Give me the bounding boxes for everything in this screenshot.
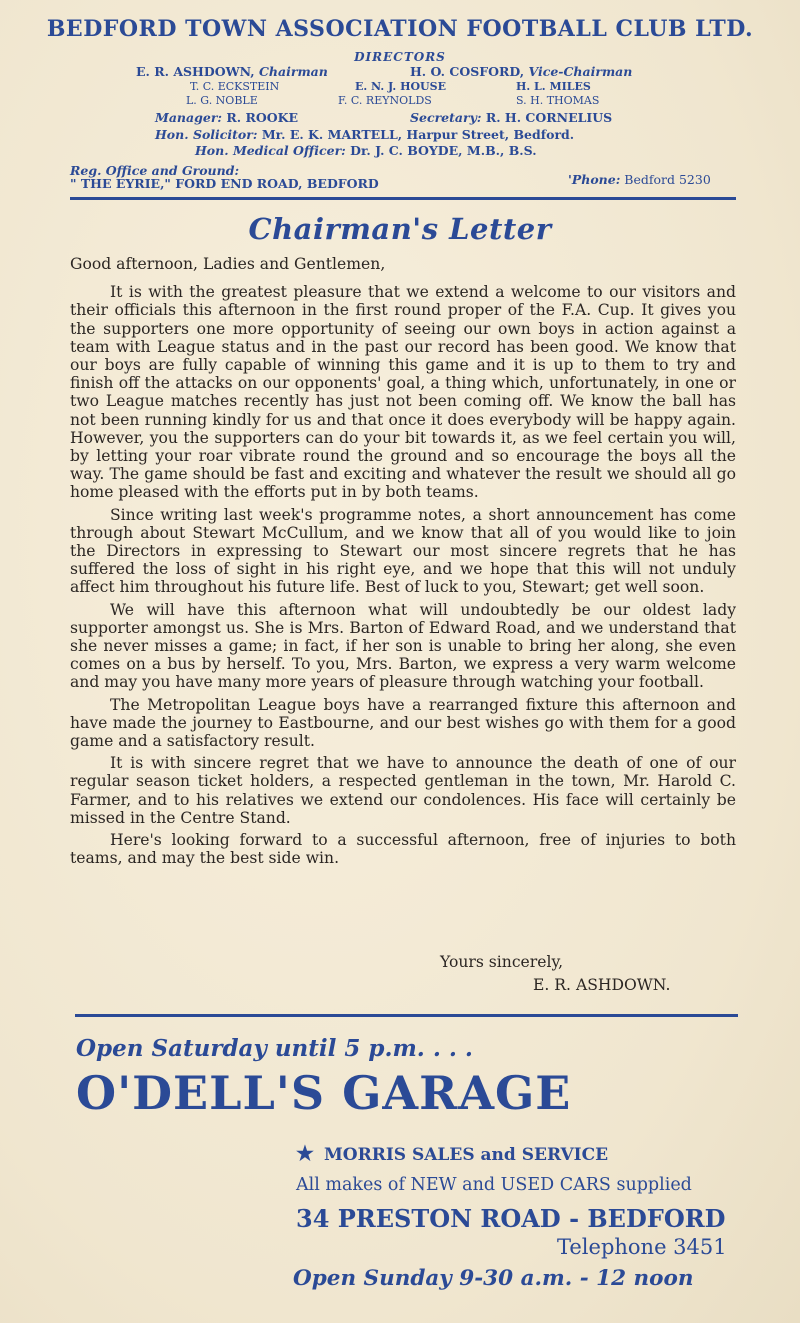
letter-body [70,255,736,872]
vice-chairman-line [410,64,632,79]
letter-paragraph: The Metropolitan League boys have a rearranged fixture this afternoon and have made the journey to Eastbourne, and our best wishes go with them for a good game and a satisfactory result. [70,695,736,751]
advert-line2: All makes of NEW and USED CARS supplied [296,1175,692,1195]
vice-chairman-name: H. O. COSFORD, [410,64,525,79]
advert-line1: MORRIS SALES and SERVICE [323,1145,609,1165]
office-address: " THE EYRIE," FORD END ROAD, BEDFORD [70,176,379,191]
advert-divider [75,1014,738,1017]
medical-officer-name: Dr. J. C. BOYDE, M.B., B.S. [350,143,537,158]
solicitor-name: Mr. E. K. MARTELL, Harpur Street, Bedford. [261,127,575,142]
letter-paragraph: We will have this afternoon what will undoubtedly be our oldest lady supporter amongst us. She is Mrs. Barton of Edward Road, and we understand that she never misses a game; in fact, if her son is unable to bring her along, she even comes on a bus by herself. To you, Mrs. Barton, we express a very warm welcome and may you have many more years of pleasure through watching your football. [70,600,736,692]
medical-officer-line [195,143,537,158]
solicitor-line [155,127,574,142]
phone-label: 'Phone: [568,172,621,187]
chairman-role: Chairman [258,64,328,79]
phone-number: Bedford 5230 [624,172,711,187]
manager-label: Manager: [155,110,223,125]
letter-greeting: Good afternoon, Ladies and Gentlemen, [70,255,386,273]
letter-paragraph: It is with sincere regret that we have to announce the death of one of our regular season ticket holders, a respected gentleman in the town, Mr. Harold C. Farmer, and to his relatives we extend our condolences. His face will certainly be missed in the Centre Stand. [70,754,736,827]
vice-chairman-role: Vice-Chairman [528,64,633,79]
phone-line [568,172,711,187]
letter-paragraph: It is with the greatest pleasure that we extend a welcome to our visitors and their officials this afternoon in the first round proper of the F.A. Cup. It gives you the supporters one more opportunity of seeing our own boys in action against a team with League status and in the past our record has been good. We know that our boys are fully capable of winning this game and it is up to them to try and finish off the attacks on our opponents' goal, a thing which, unfortunately, in one or two League matches recently has just not been coming off. We know the ball has not been running kindly for us and that once it does everybody will be happy again. However, you the supporters can do your bit towards it, as we feel certain you will, by letting your roar vibrate round the ground and so encourage the boys all the way. The game should be fast and exciting and whatever the result we should all go home pleased with the efforts put in by both teams. [70,283,736,502]
letter-title: Chairman's Letter [248,212,552,246]
director-name: H. L. MILES [516,80,591,93]
advert-address: 34 PRESTON ROAD - BEDFORD [296,1204,726,1233]
secretary-label: Secretary: [410,110,482,125]
letter-paragraph: Here's looking forward to a successful afternoon, free of injuries to both teams, and may the best side win. [70,831,736,868]
office-label: Reg. Office and Ground: [70,163,240,178]
advert-open-saturday: Open Saturday until 5 p.m. . . . [76,1035,473,1062]
advert-telephone: Telephone 3451 [557,1235,727,1259]
director-name: F. C. REYNOLDS [338,94,432,107]
advert-open-sunday: Open Sunday 9-30 a.m. - 12 noon [293,1266,694,1291]
secretary-name: R. H. CORNELIUS [485,110,613,125]
director-name: E. N. J. HOUSE [355,80,446,93]
letter-paragraph: Since writing last week's programme notes, a short announcement has come through about Stewart McCullum, and we know that all of you would like to join the Directors in expressing to Stewart our most sincere regrets that he has suffered the loss of sight in his right eye, and we hope that this will not unduly affect him throughout his future life. Best of luck to you, Stewart; get well soon. [70,505,736,597]
advert-morris-line [296,1141,608,1165]
chairman-line [136,64,328,79]
chairman-name: E. R. ASHDOWN, [136,64,255,79]
manager-name: R. ROOKE [226,110,299,125]
director-name: T. C. ECKSTEIN [190,80,280,93]
solicitor-label: Hon. Solicitor: [155,127,258,142]
directors-label: DIRECTORS [354,50,446,64]
medical-officer-label: Hon. Medical Officer: [195,143,346,158]
header-divider [70,197,736,200]
club-name: BEDFORD TOWN ASSOCIATION FOOTBALL CLUB LTD. [46,16,754,42]
star-icon: ★ [296,1141,314,1165]
secretary-line [410,110,612,125]
director-name: L. G. NOBLE [186,94,258,107]
manager-line [155,110,298,125]
letter-signature: E. R. ASHDOWN. [533,976,671,994]
advert-garage-name: O'DELL'S GARAGE [76,1066,572,1120]
letter-closing: Yours sincerely, [440,953,564,971]
director-name: S. H. THOMAS [516,94,600,107]
